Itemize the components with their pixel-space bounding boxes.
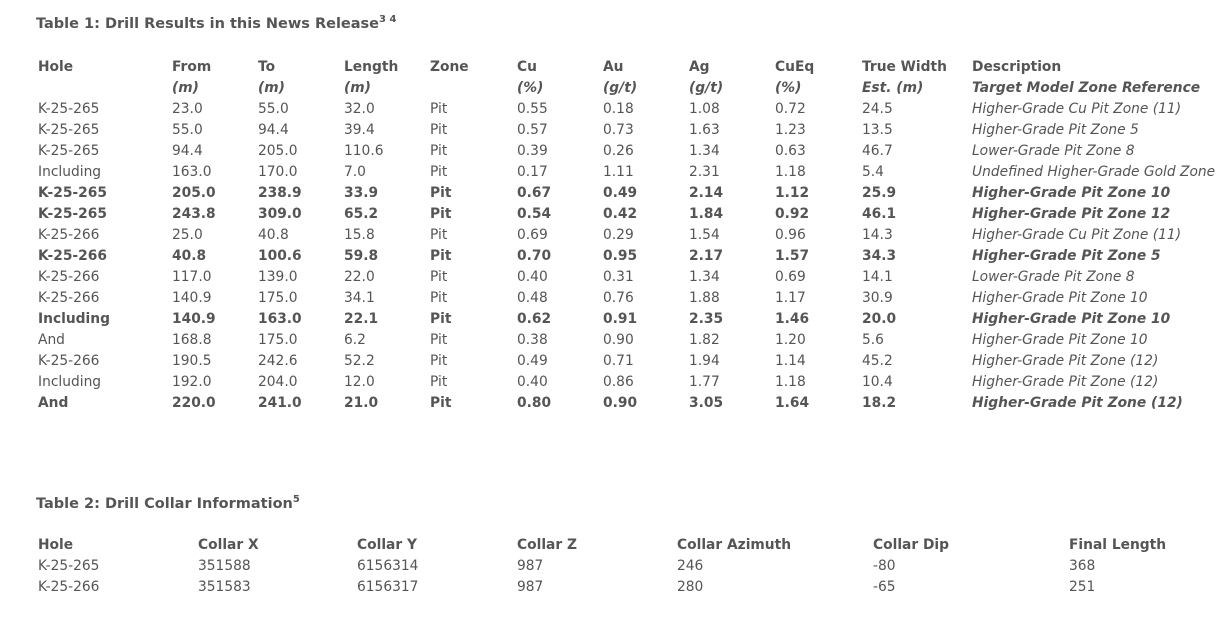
- table-cell: Higher-Grade Pit Zone (12): [972, 374, 1159, 390]
- table-cell: 32.0: [344, 101, 375, 117]
- table1-column-unit: (m): [344, 80, 371, 96]
- table-cell: K-25-265: [38, 122, 100, 138]
- table1-units-row: [34, 78, 1220, 99]
- table-cell: 1.08: [689, 101, 720, 117]
- table-cell: 351588: [198, 558, 251, 574]
- table-cell: 15.8: [344, 227, 375, 243]
- table-cell: 1.63: [689, 122, 720, 138]
- table-cell: 55.0: [172, 122, 203, 138]
- table-row: [34, 330, 1220, 351]
- table-cell: 52.2: [344, 353, 375, 369]
- table1-column-header: CuEq: [775, 59, 815, 75]
- table-cell: Pit: [430, 248, 452, 264]
- drill-results-table: [34, 57, 1220, 414]
- table-cell: 0.76: [603, 290, 634, 306]
- table-cell: 168.8: [172, 332, 212, 348]
- table2-caption: [36, 496, 300, 512]
- table1-footnote-ref: 3 4: [379, 14, 397, 25]
- table-cell: 40.8: [172, 248, 207, 264]
- table-cell: 39.4: [344, 122, 375, 138]
- table1-column-unit: (%): [775, 80, 802, 96]
- table-cell: 34.1: [344, 290, 375, 306]
- table-cell: 14.1: [862, 269, 893, 285]
- table-cell: Pit: [430, 122, 448, 138]
- table-cell: 94.4: [258, 122, 289, 138]
- table-row: [34, 246, 1220, 267]
- table-cell: 0.63: [775, 143, 806, 159]
- table-cell: 205.0: [172, 185, 216, 201]
- table-cell: 241.0: [258, 395, 302, 411]
- table-cell: 2.31: [689, 164, 720, 180]
- table1-column-unit: (%): [517, 80, 544, 96]
- table-cell: Higher-Grade Pit Zone (12): [972, 353, 1159, 369]
- table-cell: 280: [677, 579, 704, 595]
- table-cell: 6156317: [357, 579, 419, 595]
- table-cell: Pit: [430, 332, 448, 348]
- table-cell: Pit: [430, 143, 448, 159]
- table-cell: 14.3: [862, 227, 893, 243]
- table-cell: Undefined Higher-Grade Gold Zone: [972, 164, 1216, 180]
- table-cell: 139.0: [258, 269, 298, 285]
- table-cell: 0.48: [517, 290, 548, 306]
- table-cell: 220.0: [172, 395, 216, 411]
- table-cell: 204.0: [258, 374, 298, 390]
- table2-caption-text: Table 2: Drill Collar Information: [36, 496, 293, 512]
- table-cell: 13.5: [862, 122, 893, 138]
- table-cell: 24.5: [862, 101, 893, 117]
- table-cell: 7.0: [344, 164, 366, 180]
- table-cell: Higher-Grade Pit Zone 5: [972, 248, 1161, 264]
- table-cell: 351583: [198, 579, 251, 595]
- table-cell: 0.86: [603, 374, 634, 390]
- table-cell: 170.0: [258, 164, 298, 180]
- table-cell: 0.90: [603, 395, 638, 411]
- table-cell: -80: [873, 558, 896, 574]
- table-cell: 163.0: [172, 164, 212, 180]
- table-cell: 10.4: [862, 374, 893, 390]
- table-cell: 0.42: [603, 206, 638, 222]
- table-cell: 65.2: [344, 206, 379, 222]
- table1-column-header: Description: [972, 59, 1062, 75]
- table-cell: 0.29: [603, 227, 634, 243]
- table-cell: 30.9: [862, 290, 893, 306]
- table-cell: 1.34: [689, 269, 720, 285]
- table-cell: 45.2: [862, 353, 893, 369]
- table-cell: Lower-Grade Pit Zone 8: [972, 269, 1135, 285]
- table-cell: 59.8: [344, 248, 379, 264]
- table-cell: 1.14: [775, 353, 806, 369]
- table-cell: 46.7: [862, 143, 893, 159]
- table-row: [34, 577, 1185, 598]
- table-cell: 987: [517, 558, 544, 574]
- table-cell: 100.6: [258, 248, 302, 264]
- table1-column-unit: Target Model Zone Reference: [972, 80, 1201, 96]
- table2-footnote-ref: 5: [292, 494, 300, 505]
- table-cell: 0.67: [517, 185, 552, 201]
- table-row: [34, 120, 1220, 141]
- table-cell: 987: [517, 579, 544, 595]
- table-cell: 22.0: [344, 269, 375, 285]
- table-cell: 25.0: [172, 227, 203, 243]
- table-row: [34, 288, 1220, 309]
- table2-column-header: Collar Dip: [873, 537, 950, 553]
- table-cell: 0.26: [603, 143, 634, 159]
- table-cell: 18.2: [862, 395, 897, 411]
- table-cell: 1.34: [689, 143, 720, 159]
- table1-column-header: Au: [603, 59, 624, 75]
- table-cell: Higher-Grade Cu Pit Zone (11): [972, 101, 1182, 117]
- table-cell: 251: [1069, 579, 1096, 595]
- table-cell: 94.4: [172, 143, 203, 159]
- table-cell: 5.6: [862, 332, 884, 348]
- table-cell: 1.18: [775, 374, 806, 390]
- table-cell: 140.9: [172, 290, 212, 306]
- table-cell: 309.0: [258, 206, 302, 222]
- table-cell: Including: [38, 311, 110, 327]
- table1-caption-text: Table 1: Drill Results in this News Release: [36, 16, 379, 32]
- table1-column-header: To: [258, 59, 276, 75]
- table-cell: Pit: [430, 353, 448, 369]
- table-row: [34, 393, 1220, 414]
- table-cell: 0.18: [603, 101, 634, 117]
- table1-column-header: From: [172, 59, 212, 75]
- table1-column-unit: (g/t): [689, 80, 724, 96]
- table-cell: 25.9: [862, 185, 897, 201]
- table-cell: Pit: [430, 374, 448, 390]
- table-cell: 0.70: [517, 248, 552, 264]
- table-cell: 1.17: [775, 290, 806, 306]
- table-row: [34, 141, 1220, 162]
- table-cell: K-25-266: [38, 579, 100, 595]
- table-row: [34, 556, 1185, 577]
- table-cell: 1.23: [775, 122, 806, 138]
- table2-column-header: Collar Z: [517, 537, 577, 553]
- table-cell: Pit: [430, 290, 448, 306]
- table-cell: 0.62: [517, 311, 552, 327]
- table-cell: K-25-265: [38, 143, 100, 159]
- table-cell: Including: [38, 374, 102, 390]
- table-cell: 0.92: [775, 206, 810, 222]
- table-cell: 0.40: [517, 269, 548, 285]
- table-cell: Higher-Grade Pit Zone 5: [972, 122, 1139, 138]
- table-cell: 140.9: [172, 311, 216, 327]
- table-cell: 205.0: [258, 143, 298, 159]
- table-cell: 2.17: [689, 248, 724, 264]
- table-cell: 6156314: [357, 558, 419, 574]
- table-cell: 1.57: [775, 248, 810, 264]
- table-cell: Pit: [430, 206, 452, 222]
- table1-header-row: [34, 57, 1220, 78]
- table-cell: 0.95: [603, 248, 638, 264]
- table1-column-unit: (m): [258, 80, 285, 96]
- table-cell: K-25-266: [38, 248, 107, 264]
- table-cell: Lower-Grade Pit Zone 8: [972, 143, 1135, 159]
- table-cell: 0.49: [517, 353, 548, 369]
- table-cell: Higher-Grade Cu Pit Zone (11): [972, 227, 1182, 243]
- table-cell: 0.57: [517, 122, 548, 138]
- table-cell: K-25-265: [38, 101, 100, 117]
- table-cell: 175.0: [258, 332, 298, 348]
- table1-column-header: Zone: [430, 59, 469, 75]
- table1-column-header: Hole: [38, 59, 74, 75]
- table-cell: 20.0: [862, 311, 897, 327]
- table-cell: Higher-Grade Pit Zone 12: [972, 206, 1171, 222]
- table-cell: Pit: [430, 311, 452, 327]
- table-cell: 0.72: [775, 101, 806, 117]
- table-cell: 0.73: [603, 122, 634, 138]
- table1-column-header: Ag: [689, 59, 710, 75]
- table-cell: 0.40: [517, 374, 548, 390]
- table-cell: Pit: [430, 101, 448, 117]
- table2-column-header: Collar X: [198, 537, 259, 553]
- table-cell: 1.20: [775, 332, 806, 348]
- table-cell: 243.8: [172, 206, 216, 222]
- table-cell: 0.69: [775, 269, 806, 285]
- table-row: [34, 204, 1220, 225]
- table-row: [34, 183, 1220, 204]
- table-cell: 3.05: [689, 395, 724, 411]
- table-cell: Higher-Grade Pit Zone 10: [972, 311, 1171, 327]
- table-cell: K-25-266: [38, 353, 100, 369]
- table-cell: 2.35: [689, 311, 724, 327]
- table-cell: 368: [1069, 558, 1096, 574]
- table-cell: Pit: [430, 227, 448, 243]
- table-cell: 6.2: [344, 332, 366, 348]
- table1-column-header: Length: [344, 59, 399, 75]
- table-cell: 242.6: [258, 353, 298, 369]
- table-cell: 246: [677, 558, 704, 574]
- table-cell: Pit: [430, 269, 448, 285]
- table-cell: 22.1: [344, 311, 379, 327]
- table-row: [34, 351, 1220, 372]
- table-cell: 1.12: [775, 185, 810, 201]
- table-row: [34, 225, 1220, 246]
- table2-column-header: Final Length: [1069, 537, 1167, 553]
- table-cell: 0.31: [603, 269, 634, 285]
- table-cell: 0.39: [517, 143, 548, 159]
- table-cell: 0.96: [775, 227, 806, 243]
- table2-header-row: [34, 535, 1185, 556]
- table-cell: 34.3: [862, 248, 897, 264]
- table-cell: And: [38, 332, 65, 348]
- table-cell: Pit: [430, 185, 452, 201]
- table-cell: 1.11: [603, 164, 634, 180]
- table-cell: 0.54: [517, 206, 552, 222]
- table-row: [34, 162, 1220, 183]
- table-cell: 0.71: [603, 353, 634, 369]
- table-cell: 12.0: [344, 374, 375, 390]
- table-cell: 5.4: [862, 164, 884, 180]
- table-cell: Pit: [430, 395, 452, 411]
- table-cell: 55.0: [258, 101, 289, 117]
- table-cell: 0.90: [603, 332, 634, 348]
- table-cell: 163.0: [258, 311, 302, 327]
- table-cell: Higher-Grade Pit Zone 10: [972, 185, 1171, 201]
- table-cell: 1.77: [689, 374, 720, 390]
- table-cell: 0.80: [517, 395, 552, 411]
- table-cell: 1.88: [689, 290, 720, 306]
- table-row: [34, 99, 1220, 120]
- table-cell: 40.8: [258, 227, 289, 243]
- table-cell: 117.0: [172, 269, 212, 285]
- table-cell: 1.84: [689, 206, 724, 222]
- table-cell: K-25-265: [38, 185, 107, 201]
- table-cell: 46.1: [862, 206, 897, 222]
- table1-column-unit: Est. (m): [862, 80, 924, 96]
- table-cell: 0.69: [517, 227, 548, 243]
- table-cell: Including: [38, 164, 102, 180]
- table-cell: K-25-266: [38, 269, 100, 285]
- table-cell: 192.0: [172, 374, 212, 390]
- table-cell: 0.49: [603, 185, 638, 201]
- table-cell: And: [38, 395, 69, 411]
- table-cell: 33.9: [344, 185, 379, 201]
- table-row: [34, 267, 1220, 288]
- table-cell: 0.55: [517, 101, 548, 117]
- table1-column-unit: (m): [172, 80, 199, 96]
- table1-column-header: True Width: [862, 59, 947, 75]
- table-cell: -65: [873, 579, 896, 595]
- table1-column-header: Cu: [517, 59, 537, 75]
- table-cell: K-25-265: [38, 558, 100, 574]
- table2-column-header: Collar Y: [357, 537, 417, 553]
- table1-column-unit: [426, 78, 513, 99]
- table-cell: 190.5: [172, 353, 212, 369]
- table-cell: 1.82: [689, 332, 720, 348]
- table-cell: 23.0: [172, 101, 203, 117]
- table-cell: Higher-Grade Pit Zone 10: [972, 290, 1148, 306]
- table-cell: 110.6: [344, 143, 384, 159]
- table-cell: 175.0: [258, 290, 298, 306]
- table2-column-header: Hole: [38, 537, 74, 553]
- table2-column-header: Collar Azimuth: [677, 537, 792, 553]
- table-row: [34, 309, 1220, 330]
- table1-column-unit: [34, 78, 168, 99]
- table-cell: K-25-266: [38, 227, 100, 243]
- table-cell: Higher-Grade Pit Zone 10: [972, 332, 1148, 348]
- table-cell: 21.0: [344, 395, 379, 411]
- table-row: [34, 372, 1220, 393]
- table-cell: K-25-266: [38, 290, 100, 306]
- table1-column-unit: (g/t): [603, 80, 638, 96]
- table-cell: 238.9: [258, 185, 302, 201]
- collar-info-table: [34, 535, 1185, 598]
- table-cell: Higher-Grade Pit Zone (12): [972, 395, 1183, 411]
- table-cell: 0.17: [517, 164, 548, 180]
- table-cell: K-25-265: [38, 206, 107, 222]
- table-cell: 0.91: [603, 311, 638, 327]
- table-cell: 1.46: [775, 311, 810, 327]
- table-cell: 1.18: [775, 164, 806, 180]
- table1-caption: [36, 16, 396, 32]
- table-cell: 0.38: [517, 332, 548, 348]
- table-cell: 1.64: [775, 395, 810, 411]
- table-cell: 2.14: [689, 185, 724, 201]
- table-cell: 1.54: [689, 227, 720, 243]
- table-cell: Pit: [430, 164, 448, 180]
- table-cell: 1.94: [689, 353, 720, 369]
